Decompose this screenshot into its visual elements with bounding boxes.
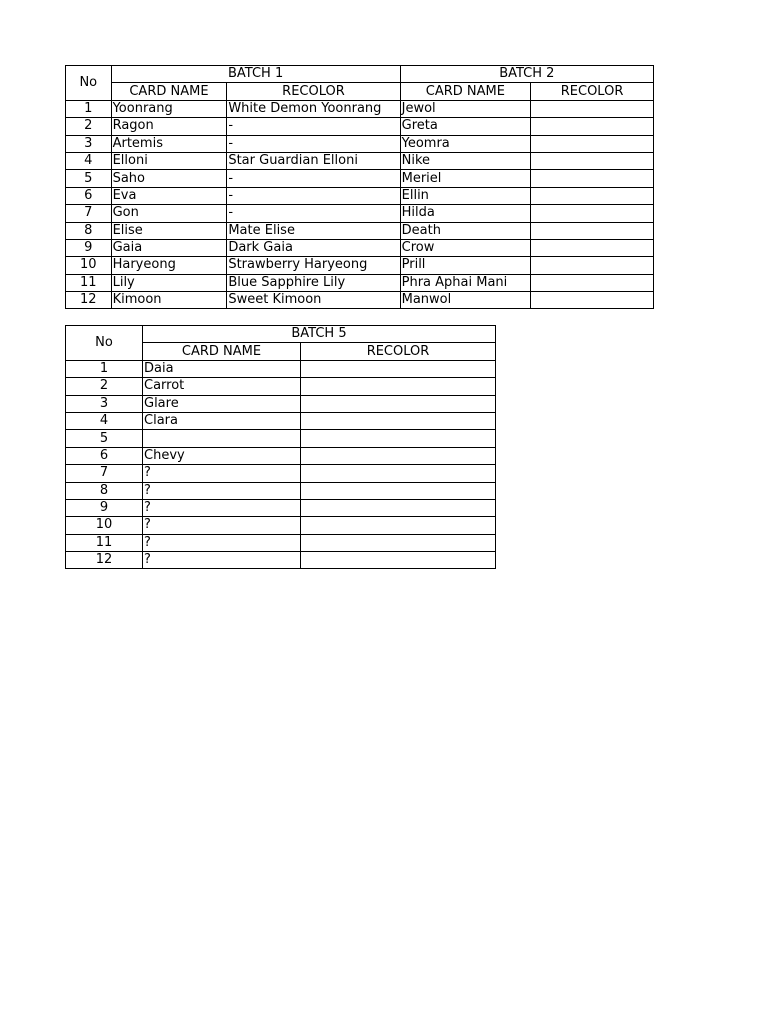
card-name-cell: Ragon <box>111 118 227 135</box>
row-no: 2 <box>66 378 143 395</box>
batch-5-table <box>65 325 496 569</box>
card-name-cell-2: Crow <box>400 239 530 256</box>
card-name-cell-2: Manwol <box>400 292 530 309</box>
row-no: 12 <box>66 292 112 309</box>
row-no: 8 <box>66 482 143 499</box>
row-no: 6 <box>66 447 143 464</box>
recolor-cell <box>301 552 496 569</box>
recolor-cell: - <box>227 187 400 204</box>
recolor-cell-2 <box>531 118 654 135</box>
card-name-cell: Elloni <box>111 152 227 169</box>
batch-1-table <box>65 65 654 309</box>
table-row <box>66 378 496 395</box>
recolor-cell <box>301 465 496 482</box>
table-row <box>66 118 654 135</box>
card-name-cell: ? <box>143 482 301 499</box>
recolor-cell: Dark Gaia <box>227 239 400 256</box>
table-header-row <box>66 326 496 343</box>
row-no: 5 <box>66 430 143 447</box>
recolor-cell: Strawberry Haryeong <box>227 257 400 274</box>
recolor-cell <box>301 499 496 516</box>
table-row <box>66 152 654 169</box>
card-name-header: CARD NAME <box>143 343 301 360</box>
row-no: 3 <box>66 395 143 412</box>
row-no: 6 <box>66 187 112 204</box>
row-no: 4 <box>66 152 112 169</box>
recolor-cell-2 <box>531 222 654 239</box>
table-row <box>66 187 654 204</box>
row-no: 10 <box>66 517 143 534</box>
recolor-cell-2 <box>531 135 654 152</box>
recolor-cell: - <box>227 170 400 187</box>
recolor-cell <box>301 360 496 377</box>
card-name-cell: Saho <box>111 170 227 187</box>
row-no: 11 <box>66 274 112 291</box>
card-name-cell-2: Hilda <box>400 205 530 222</box>
recolor-cell <box>301 430 496 447</box>
table-row <box>66 274 654 291</box>
recolor-header: RECOLOR <box>227 83 400 100</box>
card-name-header: CARD NAME <box>111 83 227 100</box>
table-row <box>66 239 654 256</box>
card-name-cell: Yoonrang <box>111 100 227 117</box>
card-name-cell-2: Jewol <box>400 100 530 117</box>
table-row <box>66 395 496 412</box>
table-row <box>66 292 654 309</box>
recolor-cell <box>301 378 496 395</box>
row-no: 7 <box>66 465 143 482</box>
table-row <box>66 482 496 499</box>
card-name-cell-2: Yeomra <box>400 135 530 152</box>
table-subheader-row <box>66 83 654 100</box>
recolor-cell: Sweet Kimoon <box>227 292 400 309</box>
recolor-header-2: RECOLOR <box>531 83 654 100</box>
recolor-cell: - <box>227 205 400 222</box>
card-name-cell: Elise <box>111 222 227 239</box>
row-no: 3 <box>66 135 112 152</box>
table-row <box>66 447 496 464</box>
no-header: No <box>66 66 112 101</box>
table-row <box>66 552 496 569</box>
card-name-cell: Clara <box>143 412 301 429</box>
card-name-cell-2: Prill <box>400 257 530 274</box>
card-name-cell: Haryeong <box>111 257 227 274</box>
table-header-row <box>66 66 654 83</box>
batch-5-title: BATCH 5 <box>143 326 496 343</box>
table-row <box>66 517 496 534</box>
card-name-cell: Gon <box>111 205 227 222</box>
recolor-cell <box>301 447 496 464</box>
row-no: 7 <box>66 205 112 222</box>
recolor-cell: Star Guardian Elloni <box>227 152 400 169</box>
table-row <box>66 257 654 274</box>
card-name-cell: ? <box>143 517 301 534</box>
recolor-cell <box>301 517 496 534</box>
recolor-cell: Blue Sapphire Lily <box>227 274 400 291</box>
recolor-cell-2 <box>531 205 654 222</box>
row-no: 1 <box>66 360 143 377</box>
card-name-header-2: CARD NAME <box>400 83 530 100</box>
card-name-cell: Carrot <box>143 378 301 395</box>
recolor-cell: White Demon Yoonrang <box>227 100 400 117</box>
card-name-cell-2: Nike <box>400 152 530 169</box>
row-no: 9 <box>66 239 112 256</box>
recolor-cell-2 <box>531 239 654 256</box>
row-no: 5 <box>66 170 112 187</box>
recolor-cell: Mate Elise <box>227 222 400 239</box>
table-row <box>66 170 654 187</box>
recolor-cell-2 <box>531 292 654 309</box>
recolor-cell <box>301 395 496 412</box>
row-no: 12 <box>66 552 143 569</box>
recolor-cell-2 <box>531 100 654 117</box>
row-no: 1 <box>66 100 112 117</box>
recolor-cell-2 <box>531 152 654 169</box>
recolor-cell-2 <box>531 170 654 187</box>
card-name-cell: Gaia <box>111 239 227 256</box>
recolor-cell-2 <box>531 187 654 204</box>
row-no: 11 <box>66 534 143 551</box>
recolor-cell-2 <box>531 257 654 274</box>
recolor-cell <box>301 412 496 429</box>
table-row <box>66 100 654 117</box>
table-row <box>66 205 654 222</box>
card-name-cell-2: Death <box>400 222 530 239</box>
table-row <box>66 499 496 516</box>
card-name-cell-2: Ellin <box>400 187 530 204</box>
card-name-cell: Daia <box>143 360 301 377</box>
table-row <box>66 135 654 152</box>
table-row <box>66 534 496 551</box>
row-no: 8 <box>66 222 112 239</box>
card-name-cell: ? <box>143 552 301 569</box>
no-header: No <box>66 326 143 361</box>
card-name-cell: Glare <box>143 395 301 412</box>
batch-1-title: BATCH 1 <box>111 66 400 83</box>
card-name-cell: Lily <box>111 274 227 291</box>
card-name-cell: ? <box>143 534 301 551</box>
table-row <box>66 222 654 239</box>
row-no: 10 <box>66 257 112 274</box>
recolor-cell-2 <box>531 274 654 291</box>
recolor-cell: - <box>227 118 400 135</box>
recolor-header: RECOLOR <box>301 343 496 360</box>
card-name-cell: Chevy <box>143 447 301 464</box>
recolor-cell <box>301 482 496 499</box>
card-name-cell: Artemis <box>111 135 227 152</box>
card-name-cell: Kimoon <box>111 292 227 309</box>
card-name-cell: ? <box>143 465 301 482</box>
card-name-cell: Eva <box>111 187 227 204</box>
row-no: 9 <box>66 499 143 516</box>
card-name-cell-2: Greta <box>400 118 530 135</box>
card-name-cell <box>143 430 301 447</box>
card-name-cell: ? <box>143 499 301 516</box>
table-row <box>66 430 496 447</box>
table-row <box>66 465 496 482</box>
table-row <box>66 412 496 429</box>
recolor-cell: - <box>227 135 400 152</box>
table-row <box>66 360 496 377</box>
row-no: 2 <box>66 118 112 135</box>
recolor-cell <box>301 534 496 551</box>
row-no: 4 <box>66 412 143 429</box>
card-name-cell-2: Phra Aphai Mani <box>400 274 530 291</box>
batch-2-title: BATCH 2 <box>400 66 653 83</box>
card-name-cell-2: Meriel <box>400 170 530 187</box>
